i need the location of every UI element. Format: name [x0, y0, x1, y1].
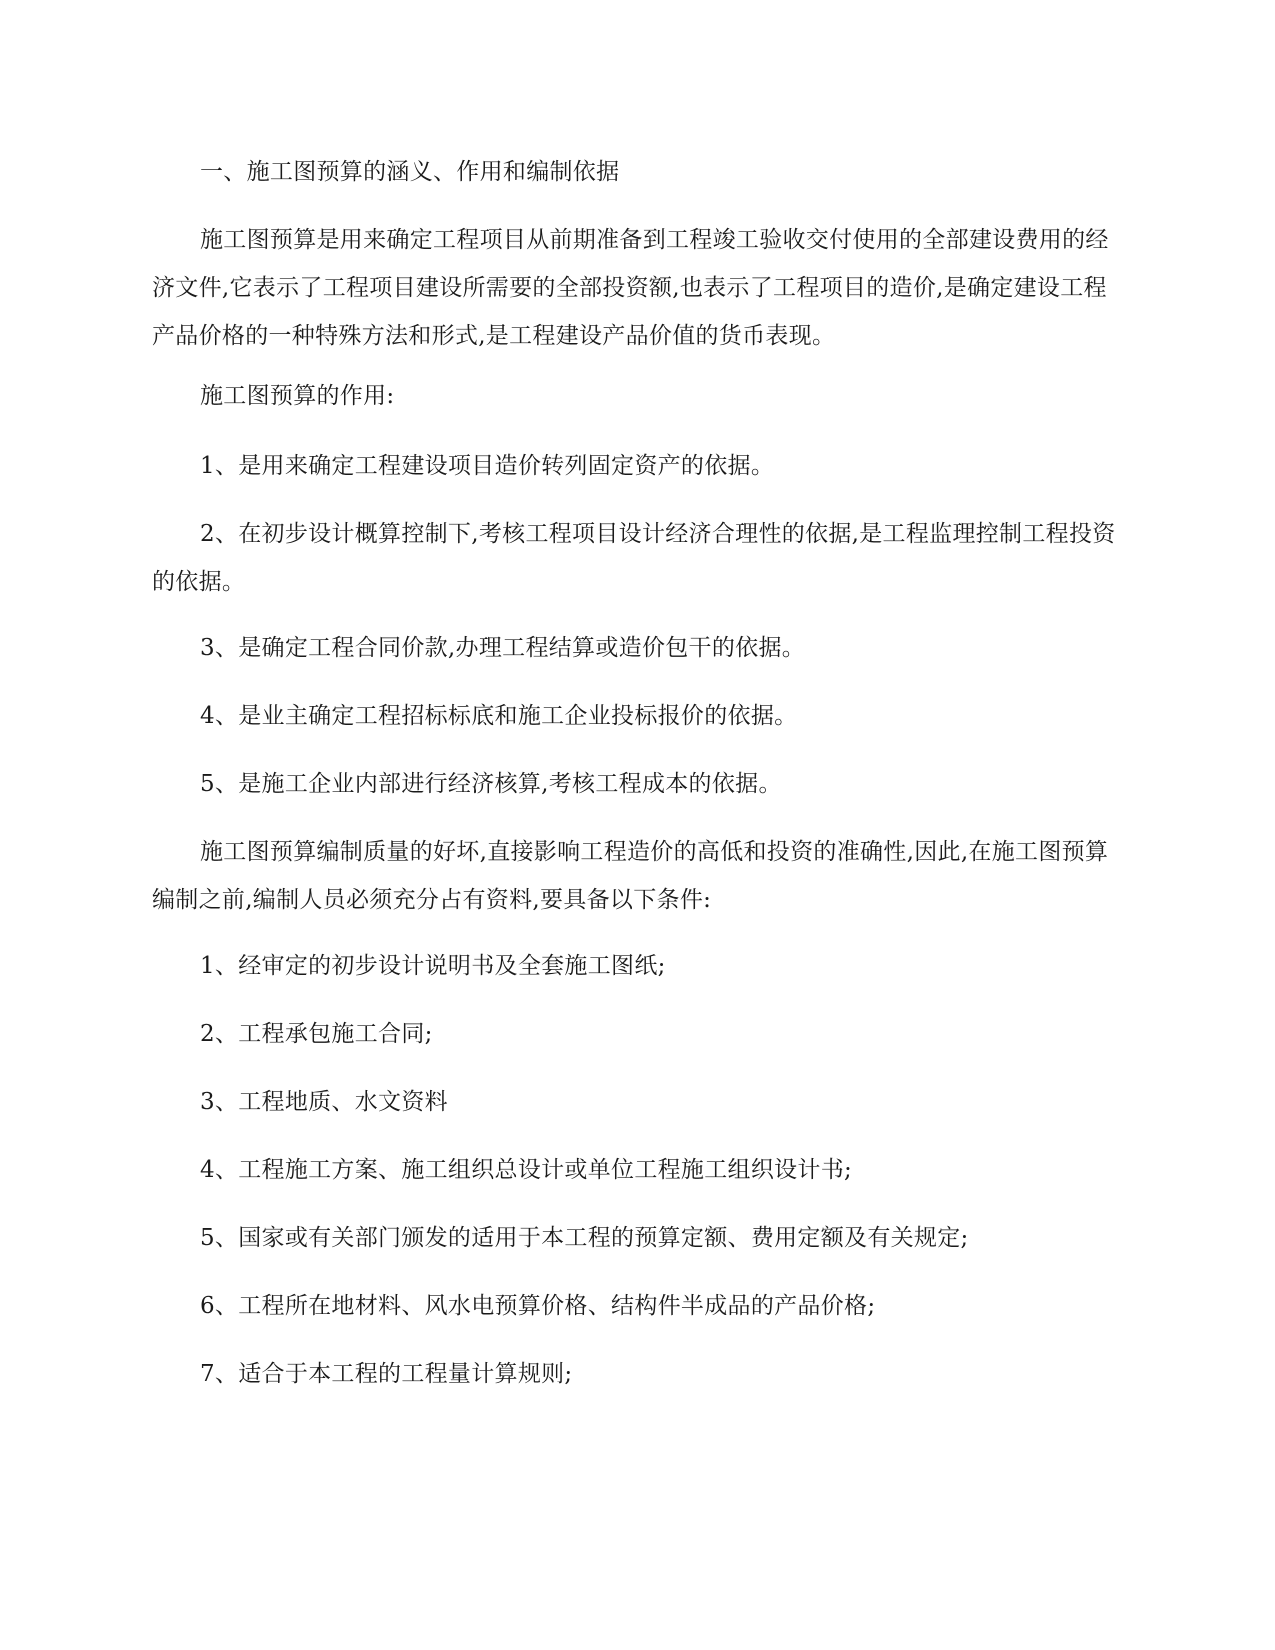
list-item-condition-5: 5、国家或有关部门颁发的适用于本工程的预算定额、费用定额及有关规定;	[200, 1225, 969, 1251]
list-item-role-5: 5、是施工企业内部进行经济核算,考核工程成本的依据。	[200, 771, 782, 797]
paragraph-role-intro: 施工图预算的作用:	[200, 383, 395, 409]
list-item-condition-4: 4、工程施工方案、施工组织总设计或单位工程施工组织设计书;	[200, 1157, 853, 1183]
paragraph-definition: 施工图预算是用来确定工程项目从前期准备到工程竣工验收交付使用的全部建设费用的经济文件,它表示了工程项目建设所需要的全部投资额,也表示了工程项目的造价,是确定建设工程产品价格的一种特殊方法和形式,是工程建设产品价值的货币表现。	[152, 227, 1109, 349]
list-item-condition-2: 2、工程承包施工合同;	[200, 1021, 433, 1047]
list-item-condition-6: 6、工程所在地材料、风水电预算价格、结构件半成品的产品价格;	[200, 1293, 876, 1319]
paragraph-conditions-intro: 施工图预算编制质量的好坏,直接影响工程造价的高低和投资的准确性,因此,在施工图预算编制之前,编制人员必须充分占有资料,要具备以下条件:	[152, 839, 1109, 913]
section-heading: 一、施工图预算的涵义、作用和编制依据	[200, 159, 620, 185]
list-item-role-2: 2、在初步设计概算控制下,考核工程项目设计经济合理性的依据,是工程监理控制工程投资的依据。	[152, 521, 1116, 595]
list-item-role-3: 3、是确定工程合同价款,办理工程结算或造价包干的依据。	[200, 635, 806, 661]
list-item-condition-7: 7、适合于本工程的工程量计算规则;	[200, 1361, 573, 1387]
list-item-condition-3: 3、工程地质、水文资料	[200, 1089, 448, 1115]
list-item-role-4: 4、是业主确定工程招标标底和施工企业投标报价的依据。	[200, 703, 798, 729]
list-item-condition-1: 1、经审定的初步设计说明书及全套施工图纸;	[200, 953, 666, 979]
list-item-role-1: 1、是用来确定工程建设项目造价转列固定资产的依据。	[200, 453, 775, 479]
